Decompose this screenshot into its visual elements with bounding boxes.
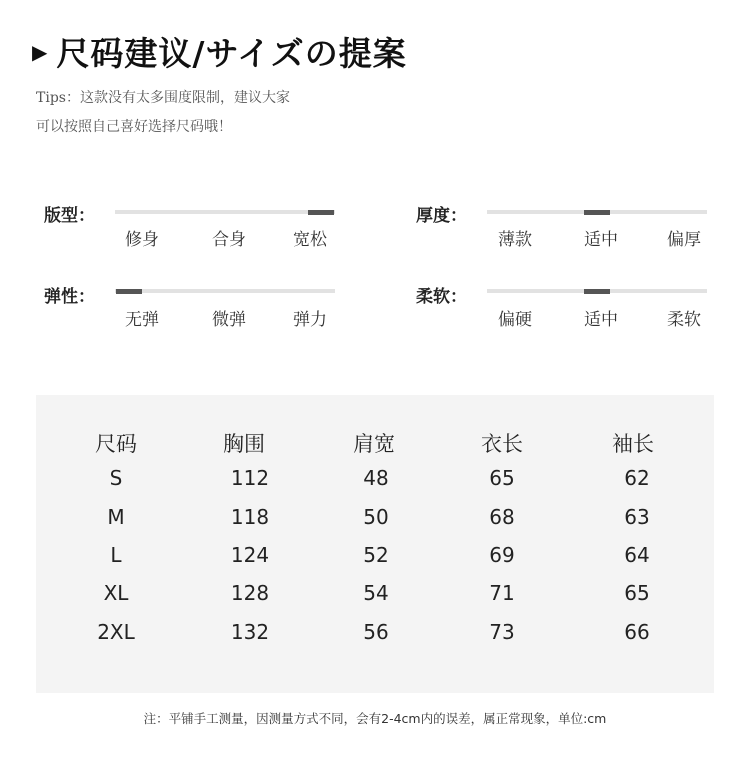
table-cell: 65 [624, 581, 650, 605]
table-cell: M [107, 505, 125, 529]
table-cell: S [109, 466, 123, 490]
rating-option: 无弹 [125, 310, 159, 330]
table-cell: 128 [230, 581, 270, 605]
table-cell: 50 [363, 505, 389, 529]
table-cell: 54 [363, 581, 389, 605]
rating-marker [116, 289, 142, 294]
rating-label: 版型： [44, 206, 95, 226]
rating-label: 厚度： [416, 206, 467, 226]
table-header-cell: 胸围 [223, 432, 265, 456]
table-cell: 2XL [97, 620, 135, 644]
table-header-cell: 衣长 [481, 432, 523, 456]
table-cell: XL [103, 581, 129, 605]
table-header-cell: 肩宽 [353, 432, 395, 456]
table-cell: 63 [624, 505, 650, 529]
rating-option: 微弹 [212, 310, 246, 330]
table-cell: 71 [489, 581, 515, 605]
table-cell: 64 [624, 543, 650, 567]
page-title-text: 尺码建议/サイズの提案 [56, 34, 407, 73]
table-cell: 68 [489, 505, 515, 529]
rating-label: 弹性： [44, 287, 95, 307]
rating-track [487, 289, 707, 293]
rating-option: 宽松 [293, 230, 327, 250]
tips-line-1: Tips：这款没有太多围度限制，建议大家 [36, 90, 290, 106]
table-cell: 124 [230, 543, 270, 567]
rating-option: 适中 [584, 230, 618, 250]
rating-option: 合身 [212, 230, 246, 250]
table-cell: 112 [230, 466, 270, 490]
measurement-note: 注：平铺手工测量，因测量方式不同，会有2-4cm内的误差，属正常现象，单位:cm [143, 711, 607, 726]
table-cell: 52 [363, 543, 389, 567]
rating-track [487, 210, 707, 214]
table-cell: 66 [624, 620, 650, 644]
table-cell: 56 [363, 620, 389, 644]
table-cell: 69 [489, 543, 515, 567]
rating-marker [584, 289, 610, 294]
triangle-bullet-icon: ▶ [32, 40, 49, 64]
tips-line-2: 可以按照自己喜好选择尺码哦！ [36, 119, 232, 135]
table-cell: L [110, 543, 122, 567]
rating-option: 偏硬 [498, 310, 532, 330]
table-cell: 118 [230, 505, 270, 529]
rating-option: 适中 [584, 310, 618, 330]
page-title [32, 28, 407, 75]
rating-option: 柔软 [667, 310, 701, 330]
rating-marker [584, 210, 610, 215]
rating-track [115, 289, 335, 293]
rating-track [115, 210, 335, 214]
rating-option: 修身 [125, 230, 159, 250]
table-header-cell: 尺码 [95, 432, 137, 456]
rating-label: 柔软： [416, 287, 467, 307]
rating-option: 弹力 [293, 310, 327, 330]
rating-marker [308, 210, 334, 215]
table-cell: 48 [363, 466, 389, 490]
table-cell: 132 [230, 620, 270, 644]
rating-option: 薄款 [498, 230, 532, 250]
rating-option: 偏厚 [667, 230, 701, 250]
table-cell: 62 [624, 466, 650, 490]
table-header-cell: 袖长 [612, 432, 654, 456]
table-cell: 73 [489, 620, 515, 644]
table-cell: 65 [489, 466, 515, 490]
